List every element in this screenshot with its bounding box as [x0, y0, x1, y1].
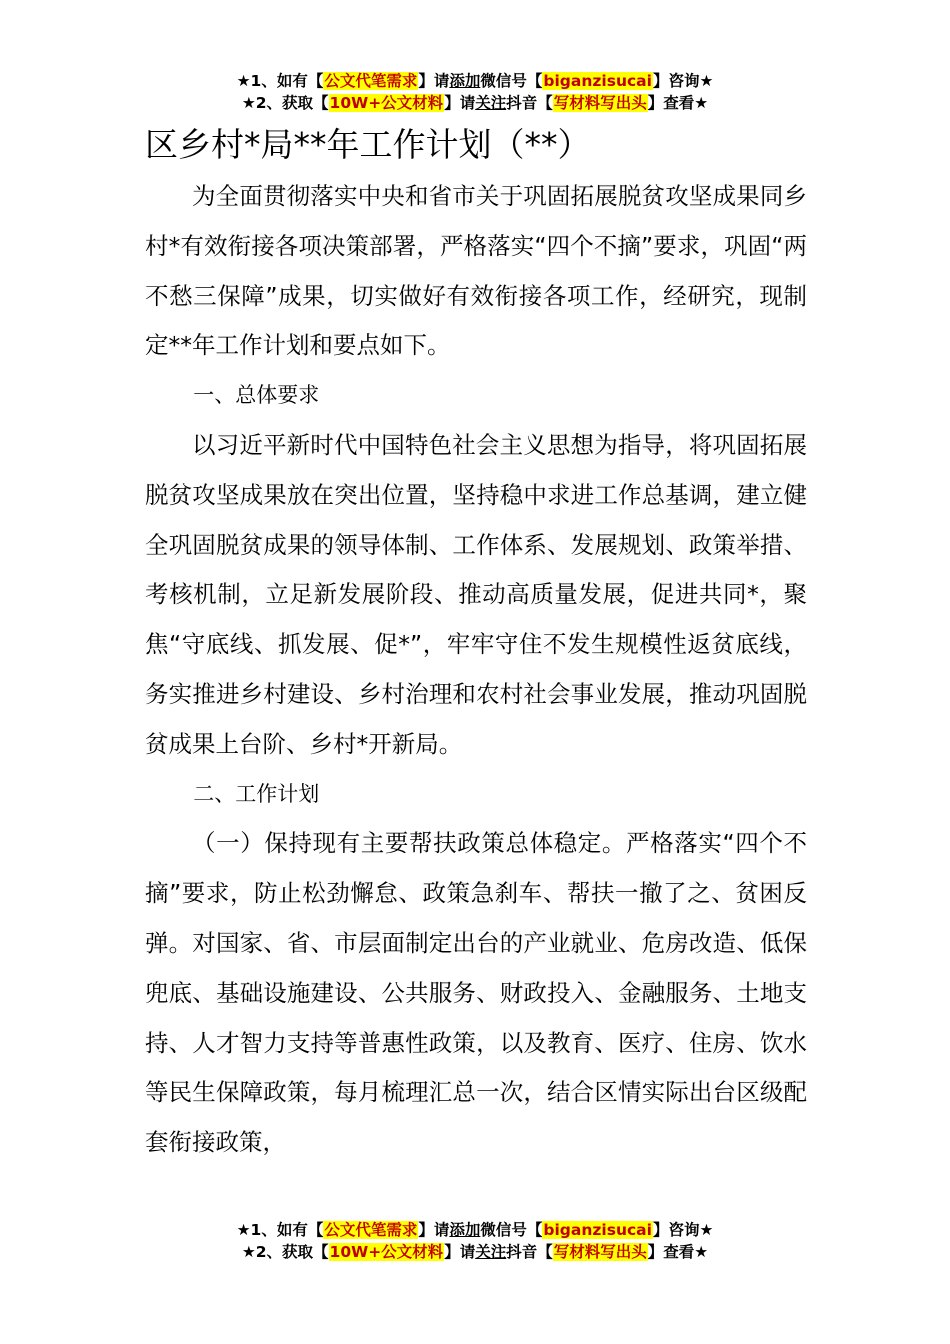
promo-highlight: 写材料写出头	[553, 94, 647, 112]
promo-banner-top	[0, 70, 950, 114]
promo-highlight: biganzisucai	[543, 72, 652, 90]
promo-banner-bottom	[0, 1219, 950, 1263]
promo-highlight: 写材料写出头	[553, 1243, 647, 1261]
promo-highlight: 10W+公文材料	[329, 94, 444, 112]
promo-highlight: 10W+公文材料	[329, 1243, 444, 1261]
section-heading-work-plan: 二、工作计划	[193, 781, 320, 806]
document-title: 区乡村*局**年工作计划（**）	[145, 125, 591, 164]
intro-paragraph: 为全面贯彻落实中央和省市关于巩固拓展脱贫攻坚成果同乡村*有效衔接各项决策部署，严格落实“四个不摘”要求，巩固“两不愁三保障”成果，切实做好有效衔接各项工作，经研究，现制定**年工作计划和要点如下。	[145, 182, 807, 360]
promo-line-1: ★1、如有【公文代笔需求】请添加微信号【biganzisucai】咨询★	[236, 72, 714, 90]
promo-highlight: 公文代笔需求	[324, 72, 418, 90]
promo-highlight: 公文代笔需求	[324, 1221, 418, 1239]
section-heading-general-requirements: 一、总体要求	[193, 383, 320, 408]
promo-line-1: ★1、如有【公文代笔需求】请添加微信号【biganzisucai】咨询★	[236, 1221, 714, 1239]
document-body	[145, 118, 807, 1168]
promo-line-2: ★2、获取【10W+公文材料】请关注抖音【写材料写出头】查看★	[241, 94, 709, 112]
promo-highlight: biganzisucai	[543, 1221, 652, 1239]
promo-line-2: ★2、获取【10W+公文材料】请关注抖音【写材料写出头】查看★	[241, 1243, 709, 1261]
general-requirements-paragraph: 以习近平新时代中国特色社会主义思想为指导，将巩固拓展脱贫攻坚成果放在突出位置，坚持稳中求进工作总基调，建立健全巩固脱贫成果的领导体制、工作体系、发展规划、政策举措、考核机制，立足新发展阶段、推动高质量发展，促进共同*，聚焦“守底线、抓发展、促*”，牢牢守住不发生规模性返贫底线，务实推进乡村建设、乡村治理和农村社会事业发展，推动巩固脱贫成果上台阶、乡村*开新局。	[145, 430, 807, 758]
work-plan-item-1: （一）保持现有主要帮扶政策总体稳定。严格落实“四个不摘”要求，防止松劲懈怠、政策急刹车、帮扶一撤了之、贫困反弹。对国家、省、市层面制定出台的产业就业、危房改造、低保兜底、基础设施建设、公共服务、财政投入、金融服务、土地支持、人才智力支持等普惠性政策，以及教育、医疗、住房、饮水等民生保障政策，每月梳理汇总一次，结合区情实际出台区级配套衔接政策，	[145, 829, 807, 1157]
